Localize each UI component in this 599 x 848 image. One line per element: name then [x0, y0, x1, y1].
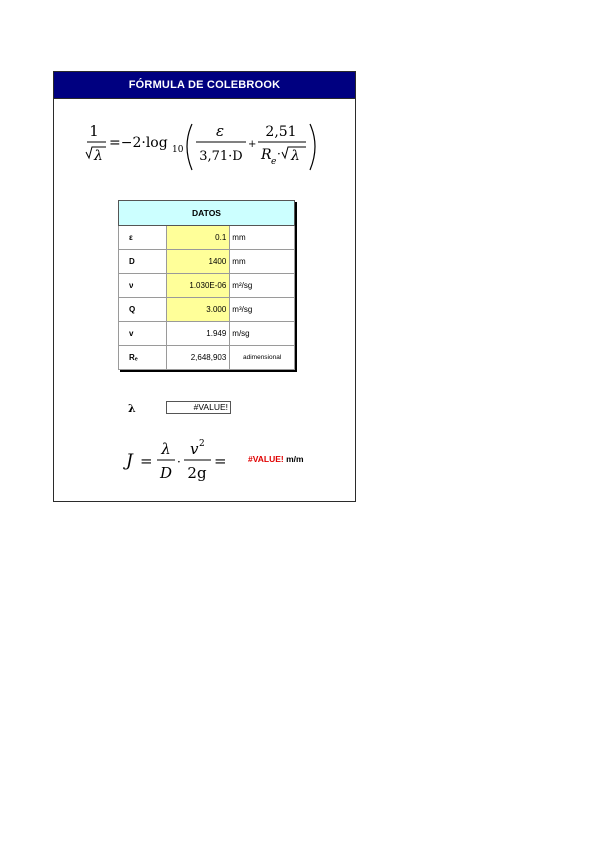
j-result-value: #VALUE! — [248, 454, 284, 464]
formula-epsilon: ε — [215, 122, 225, 140]
formula-371d: 3,71·D — [199, 149, 243, 164]
datos-table — [118, 200, 295, 370]
j-result-unit: m/m — [286, 454, 304, 464]
row-unit: mm — [230, 226, 295, 250]
formula-251: 2,51 — [265, 124, 297, 140]
datos-title: DATOS — [119, 201, 295, 226]
formula-j-v: v — [190, 440, 199, 458]
formula-re-sub: e — [271, 157, 277, 167]
paren-right — [310, 124, 315, 170]
diameter-input[interactable]: 1400 — [166, 250, 230, 274]
lambda-value: #VALUE! — [166, 401, 231, 414]
formula-j-2g: 2g — [187, 464, 207, 482]
row-unit: m³/sg — [230, 298, 295, 322]
row-unit: mm — [230, 250, 295, 274]
lambda-result-row — [128, 402, 328, 416]
svg-text:=: = — [214, 452, 227, 470]
row-label: Q — [119, 298, 167, 322]
flow-input[interactable]: 3.000 — [166, 298, 230, 322]
row-label: v — [119, 322, 167, 346]
velocity-value: 1.949 — [166, 322, 230, 346]
epsilon-input[interactable]: 0.1 — [166, 226, 230, 250]
formula-j-sq: 2 — [199, 439, 205, 449]
paren-left — [187, 124, 192, 170]
row-unit: m²/sg — [230, 274, 295, 298]
reynolds-value: 2,648,903 — [166, 346, 230, 370]
table-row — [119, 322, 295, 346]
sheet-title: FÓRMULA DE COLEBROOK — [54, 72, 355, 99]
row-label: ε — [119, 226, 167, 250]
table-row — [119, 250, 295, 274]
colebrook-formula — [54, 112, 354, 182]
formula-lambda-left: λ — [94, 148, 103, 164]
formula-lambda-right: λ — [291, 148, 300, 164]
formula-j-d: D — [159, 464, 173, 482]
svg-text:·: · — [177, 455, 181, 469]
table-row — [119, 346, 295, 370]
formula-j-lambda: λ — [161, 440, 171, 458]
formula-equals-log: =−2·log — [109, 135, 168, 151]
table-row — [119, 226, 295, 250]
table-row — [119, 274, 295, 298]
viscosity-input[interactable]: 1.030E-06 — [166, 274, 230, 298]
row-unit: m/sg — [230, 322, 295, 346]
colebrook-formula-svg — [54, 112, 354, 182]
j-result — [248, 454, 304, 464]
svg-text:=: = — [140, 452, 153, 470]
table-row — [119, 298, 295, 322]
formula-log-base: 10 — [172, 145, 184, 155]
head-loss-formula — [54, 430, 354, 490]
row-label: D — [119, 250, 167, 274]
row-label: Rₑ — [119, 346, 167, 370]
row-unit: adimensional — [230, 346, 295, 370]
svg-text:·: · — [277, 147, 281, 161]
formula-j: J — [126, 451, 133, 471]
colebrook-sheet — [53, 71, 356, 502]
formula-one: 1 — [89, 122, 99, 140]
formula-re: R — [261, 147, 272, 163]
lambda-label: λ — [128, 402, 136, 415]
head-loss-formula-svg — [54, 430, 234, 490]
row-label: ν — [119, 274, 167, 298]
formula-plus: + — [248, 139, 257, 150]
